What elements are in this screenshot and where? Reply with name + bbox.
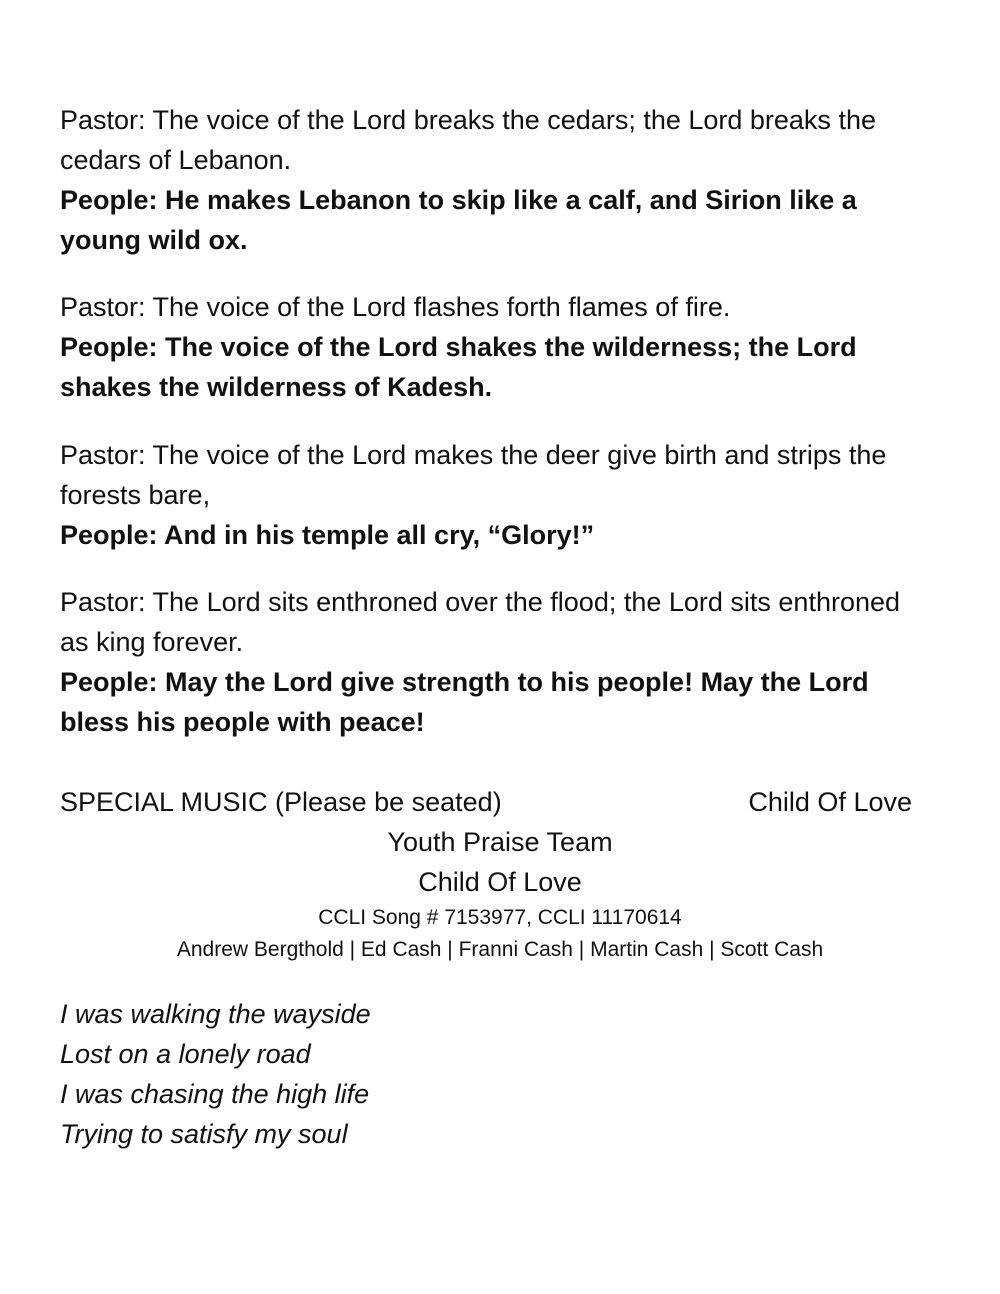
song-title: Child Of Love [418, 867, 582, 897]
responsive-reading-4 [60, 582, 930, 742]
pastor-line: Pastor: The voice of the Lord makes the deer give birth and strips the forests bare, [60, 440, 887, 510]
responsive-reading-3 [60, 435, 930, 555]
song-authors: Andrew Bergthold | Ed Cash | Franni Cash | Martin Cash | Scott Cash [176, 938, 824, 961]
people-line: People: He makes Lebanon to skip like a calf, and Sirion like a young wild ox. [60, 185, 857, 255]
pastor-line: Pastor: The voice of the Lord breaks the cedars; the Lord breaks the cedars of Lebanon. [60, 105, 876, 175]
people-line: People: The voice of the Lord shakes the wilderness; the Lord shakes the wilderness of Kadesh. [60, 332, 857, 402]
people-line: People: May the Lord give strength to his people! May the Lord bless his people with peace! [60, 667, 869, 737]
lyric-line: I was walking the wayside [60, 999, 371, 1029]
lyric-line: Trying to satisfy my soul [60, 1119, 348, 1149]
ccli-info: CCLI Song # 7153977, CCLI 11170614 [318, 906, 682, 929]
lyrics-block [60, 994, 930, 1154]
special-music-song-title: Child Of Love [748, 787, 912, 817]
special-music-label: SPECIAL MUSIC (Please be seated) [60, 787, 502, 817]
performer-name: Youth Praise Team [387, 827, 613, 857]
responsive-reading-1 [60, 100, 930, 260]
pastor-line: Pastor: The voice of the Lord flashes forth flames of fire. [60, 292, 731, 322]
lyric-line: I was chasing the high life [60, 1079, 370, 1109]
people-line: People: And in his temple all cry, “Glory!” [60, 520, 595, 550]
special-music-heading [60, 782, 912, 822]
responsive-reading-2 [60, 287, 930, 407]
lyric-line: Lost on a lonely road [60, 1039, 311, 1069]
pastor-line: Pastor: The Lord sits enthroned over the flood; the Lord sits enthroned as king forever. [60, 587, 901, 657]
